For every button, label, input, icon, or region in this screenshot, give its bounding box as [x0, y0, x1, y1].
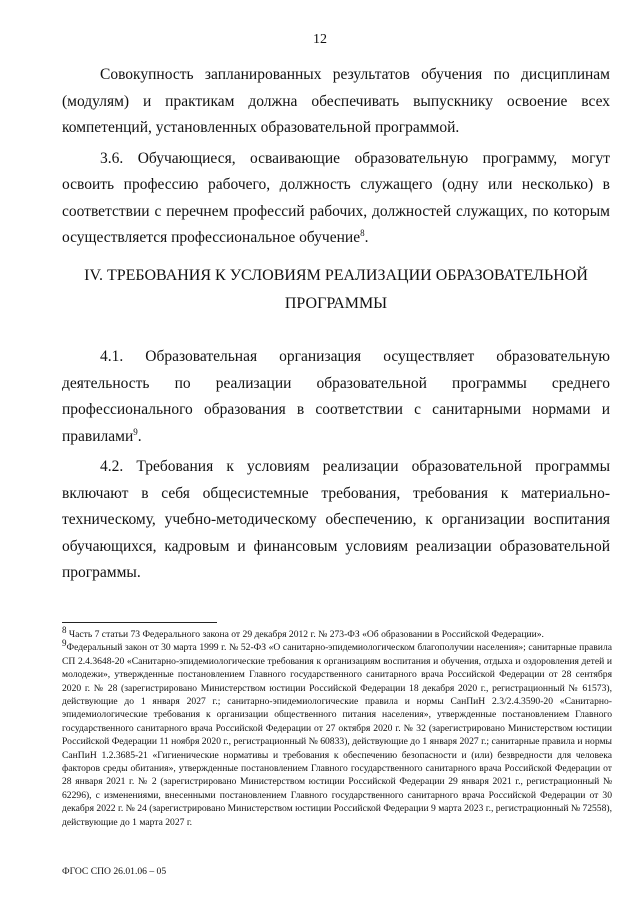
paragraph-3-6-end: . [364, 229, 369, 246]
footnote-9-text: Федеральный закон от 30 марта 1999 г. № 52-ФЗ «О санитарно-эпидемиологическом благополучии населения»; санитарные правила СП 2.4.3648-20 «Санитарно-эпидемиологические требования к организациям воспитания и обучения, отдыха и оздоровления детей и молодежи», утвержденные постановлением Главного государственного санитарного врача Российской Федерации от 28 сентября 2020 г. № 28 (зарегистрировано Министерством юстиции Российской Федерации 18 декабря 2020 г., регистрационный № 61573), действующие до 1 января 2027 г.; санитарно-эпидемиологические правила и нормы СанПиН 2.3/2.4.3590-20 «Санитарно-эпидемиологические требования к организации общественного питания населения», утвержденные постановлением Главного государственного санитарного врача Российской Федерации от 27 октября 2020 г. № 32 (зарегистрировано Министерством юстиции Российской Федерации 11 ноября 2020 г., регистрационный № 60833), действующие до 1 января 2027 г.; санитарные правила и нормы СанПиН 1.2.3685-21 «Гигиенические нормативы и требования к обеспечению безопасности и (или) безвредности для человека факторов среды обитания», утвержденные постановлением Главного государственного санитарного врача Российской Федерации от 28 января 2021 г. № 2 (зарегистрировано Министерством юстиции Российской Федерации 29 января 2021 г., регистрационный № 62296), с изменениями, внесенными постановлением Главного государственного санитарного врача Российской Федерации от 30 декабря 2022 г. № 24 (зарегистрировано Министерством юстиции Российской Федерации 9 марта 2023 г., регистрационный № 72558), действующие до 1 марта 2027 г. [62, 642, 612, 828]
page-number: 12 [313, 32, 327, 47]
paragraph-3-6 [62, 146, 610, 252]
paragraph-3-6-text: 3.6. Обучающиеся, осваивающие образовательную программу, могут освоить профессию рабочего, должность служащего (одну или несколько) в соответствии с перечнем профессий рабочих, должностей служащих, по которым осуществляется профессиональное обучение [62, 149, 610, 246]
footnote-8-text: Часть 7 статьи 73 Федерального закона от 29 декабря 2012 г. № 273-ФЗ «Об образовании в Российской Федерации». [66, 629, 544, 640]
paragraph-4-1-end: . [137, 427, 142, 445]
section-heading [62, 262, 610, 318]
footnote-divider [62, 622, 217, 623]
section-heading-line2: ПРОГРАММЫ [284, 295, 388, 312]
body-section-4 [62, 344, 610, 587]
paragraph-4-1 [62, 344, 610, 450]
footnote-ref-8[interactable]: 8 [360, 227, 365, 238]
paragraph-4-2: 4.2. Требования к условиям реализации образовательной программы включают в себя общесистемные требования, требования к материально-техническому, учебно-методическому обеспечению, к организации воспитания обучающихся, кадровым и финансовым условиям реализации образовательной программы. [62, 458, 610, 581]
footnote-8-mark: 8 [62, 624, 67, 635]
footnote-8 [62, 624, 612, 641]
paragraph-continuation: Совокупность запланированных результатов обучения по дисциплинам (модулям) и практикам должна обеспечивать выпускнику освоение всех компетенций, установленных образовательной программой. [62, 66, 610, 136]
footnote-9-mark: 9 [62, 638, 67, 649]
footnotes [62, 624, 612, 829]
document-code: ФГОС СПО 26.01.06 – 05 [62, 866, 167, 877]
footnote-ref-9[interactable]: 9 [133, 426, 138, 437]
paragraph-4-1-text: 4.1. Образовательная организация осуществляет образовательную деятельность по реализации образовательной программы среднего профессионального образования в соответствии с санитарными нормами и правилами [62, 348, 610, 445]
section-heading-line1: IV. ТРЕБОВАНИЯ К УСЛОВИЯМ РЕАЛИЗАЦИИ ОБРАЗОВАТЕЛЬНОЙ [84, 267, 588, 284]
body-top [62, 62, 610, 252]
footnote-9 [62, 638, 612, 829]
